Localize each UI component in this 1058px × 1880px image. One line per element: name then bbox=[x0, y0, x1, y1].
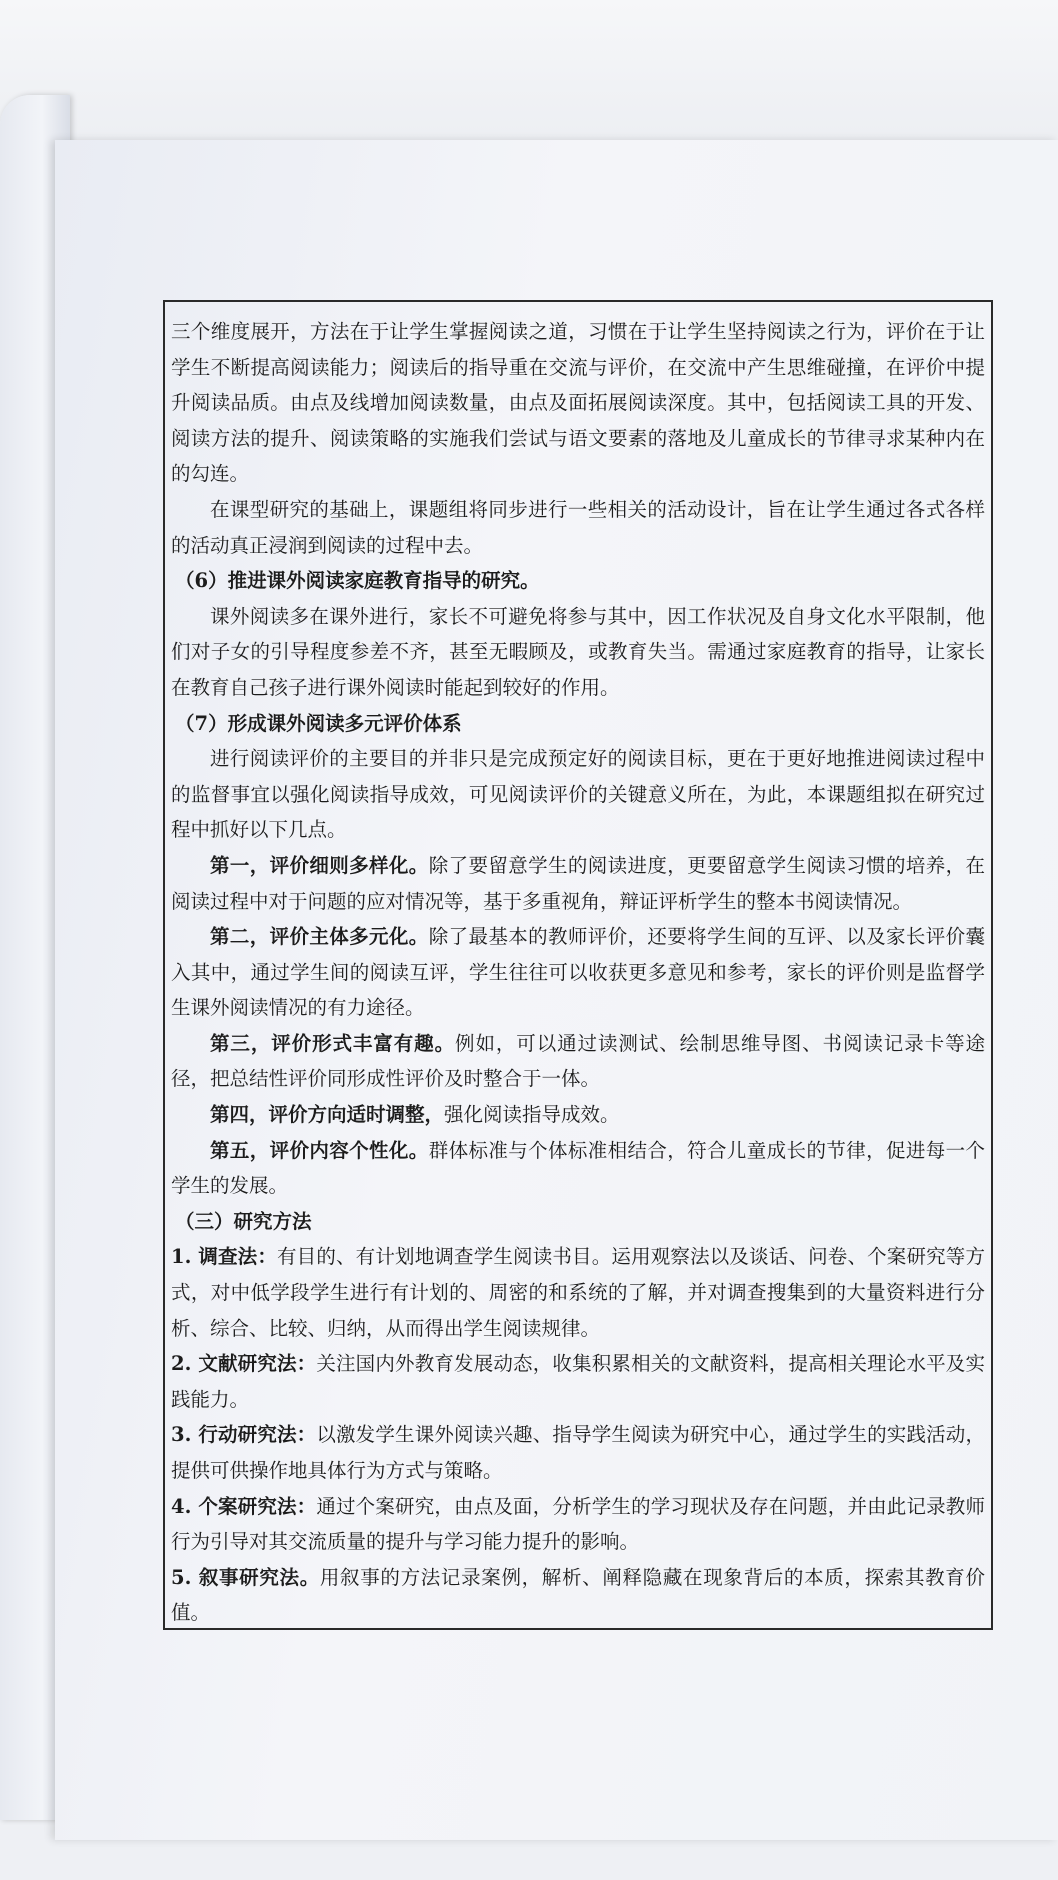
point-1-text: 除了要留意学生的阅读进度，更要留意学生阅读习惯的培养，在阅读过程中对于问题的应对情况等，基于多重视角，辩证评析学生的整本书阅读情况。 bbox=[171, 853, 985, 913]
point-5-lead: 第五，评价内容个性化。 bbox=[210, 1138, 429, 1162]
method-item-1 bbox=[171, 1239, 985, 1346]
method-item-3 bbox=[171, 1417, 985, 1488]
paragraph-family-guidance: 课外阅读多在课外进行，家长不可避免将参与其中，因工作状况及自身文化水平限制，他们对子女的引导程度参差不齐，甚至无暇顾及，或教育失当。需通过家庭教育的指导，让家长在教育自己孩子进行课外阅读时能起到较好的作用。 bbox=[171, 604, 985, 699]
point-3-text: 例如，可以通过读测试、绘制思维导图、书阅读记录卡等途径，把总结性评价同形成性评价及时整合于一体。 bbox=[171, 1031, 985, 1091]
method-2-text: 关注国内外教育发展动态，收集积累相关的文献资料，提高相关理论水平及实践能力。 bbox=[171, 1352, 985, 1411]
paragraph-point-2 bbox=[171, 919, 985, 1026]
method-1-text: 有目的、有计划地调查学生阅读书目。运用观察法以及谈话、问卷、个案研究等方式，对中低学段学生进行有计划的、周密的和系统的了解，并对调查搜集到的大量资料进行分析、综合、比较、归纳，从而得出学生阅读规律。 bbox=[171, 1245, 985, 1340]
section-heading-methods: （三）研究方法 bbox=[175, 1209, 312, 1233]
paragraph-evaluation-intro: 进行阅读评价的主要目的并非只是完成预定好的阅读目标，更在于更好地推进阅读过程中的监督事宜以强化阅读指导成效，可见阅读评价的关键意义所在，为此，本课题组拟在研究过程中抓好以下几点。 bbox=[171, 747, 985, 842]
paragraph-activity-design: 在课型研究的基础上，课题组将同步进行一些相关的活动设计，旨在让学生通过各式各样的活动真正浸润到阅读的过程中去。 bbox=[171, 497, 985, 557]
point-1-lead: 第一，评价细则多样化。 bbox=[210, 853, 429, 877]
paragraph-continuation: 三个维度展开，方法在于让学生掌握阅读之道，习惯在于让学生坚持阅读之行为，评价在于让学生不断提高阅读能力；阅读后的指导重在交流与评价，在交流中产生思维碰撞，在评价中提升阅读品质。由点及线增加阅读数量，由点及面拓展阅读深度。其中，包括阅读工具的开发、阅读方法的提升、阅读策略的实施我们尝试与语文要素的落地及儿童成长的节律寻求某种内在的勾连。 bbox=[171, 320, 985, 486]
point-4-lead: 第四，评价方向适时调整， bbox=[210, 1103, 445, 1127]
paragraph-point-1 bbox=[171, 848, 985, 919]
method-item-4 bbox=[171, 1489, 985, 1560]
point-5-text: 群体标准与个体标准相结合，符合儿童成长的节律，促进每一个学生的发展。 bbox=[171, 1138, 985, 1198]
method-4-text: 通过个案研究，由点及面，分析学生的学习现状及存在问题，并由此记录教师行为引导对其交流质量的提升与学习能力提升的影响。 bbox=[171, 1494, 985, 1554]
paragraph-point-3 bbox=[171, 1026, 985, 1097]
paragraph-point-5 bbox=[171, 1133, 985, 1204]
text-frame bbox=[163, 300, 993, 1630]
point-3-lead: 第三，评价形式丰富有趣。 bbox=[210, 1031, 456, 1055]
method-3-text: 以激发学生课外阅读兴趣、指导学生阅读为研究中心，通过学生的实践活动，提供可供操作地具体行为方式与策略。 bbox=[171, 1423, 985, 1482]
method-5-lead: 5. 叙事研究法。 bbox=[171, 1565, 320, 1589]
method-3-lead: 3. 行动研究法： bbox=[171, 1423, 317, 1447]
section-heading-7: （7）形成课外阅读多元评价体系 bbox=[175, 711, 462, 735]
method-item-5 bbox=[171, 1560, 985, 1630]
background-surface bbox=[0, 0, 1058, 150]
section-heading-6: （6）推进课外阅读家庭教育指导的研究。 bbox=[175, 569, 540, 593]
point-2-text: 除了最基本的教师评价，还要将学生间的互评、以及家长评价囊入其中，通过学生间的阅读互评，学生往往可以收获更多意见和参考，家长的评价则是监督学生课外阅读情况的有力途径。 bbox=[171, 925, 985, 1020]
method-2-lead: 2. 文献研究法： bbox=[171, 1352, 317, 1376]
method-5-text: 用叙事的方法记录案例，解析、阐释隐藏在现象背后的本质，探索其教育价值。 bbox=[171, 1565, 985, 1625]
point-4-text: 强化阅读指导成效。 bbox=[444, 1103, 620, 1127]
method-1-lead: 1. 调查法： bbox=[171, 1245, 277, 1269]
method-4-lead: 4. 个案研究法： bbox=[171, 1494, 317, 1518]
paragraph-point-4 bbox=[171, 1097, 985, 1133]
point-2-lead: 第二，评价主体多元化。 bbox=[210, 925, 429, 949]
method-item-2 bbox=[171, 1346, 985, 1417]
